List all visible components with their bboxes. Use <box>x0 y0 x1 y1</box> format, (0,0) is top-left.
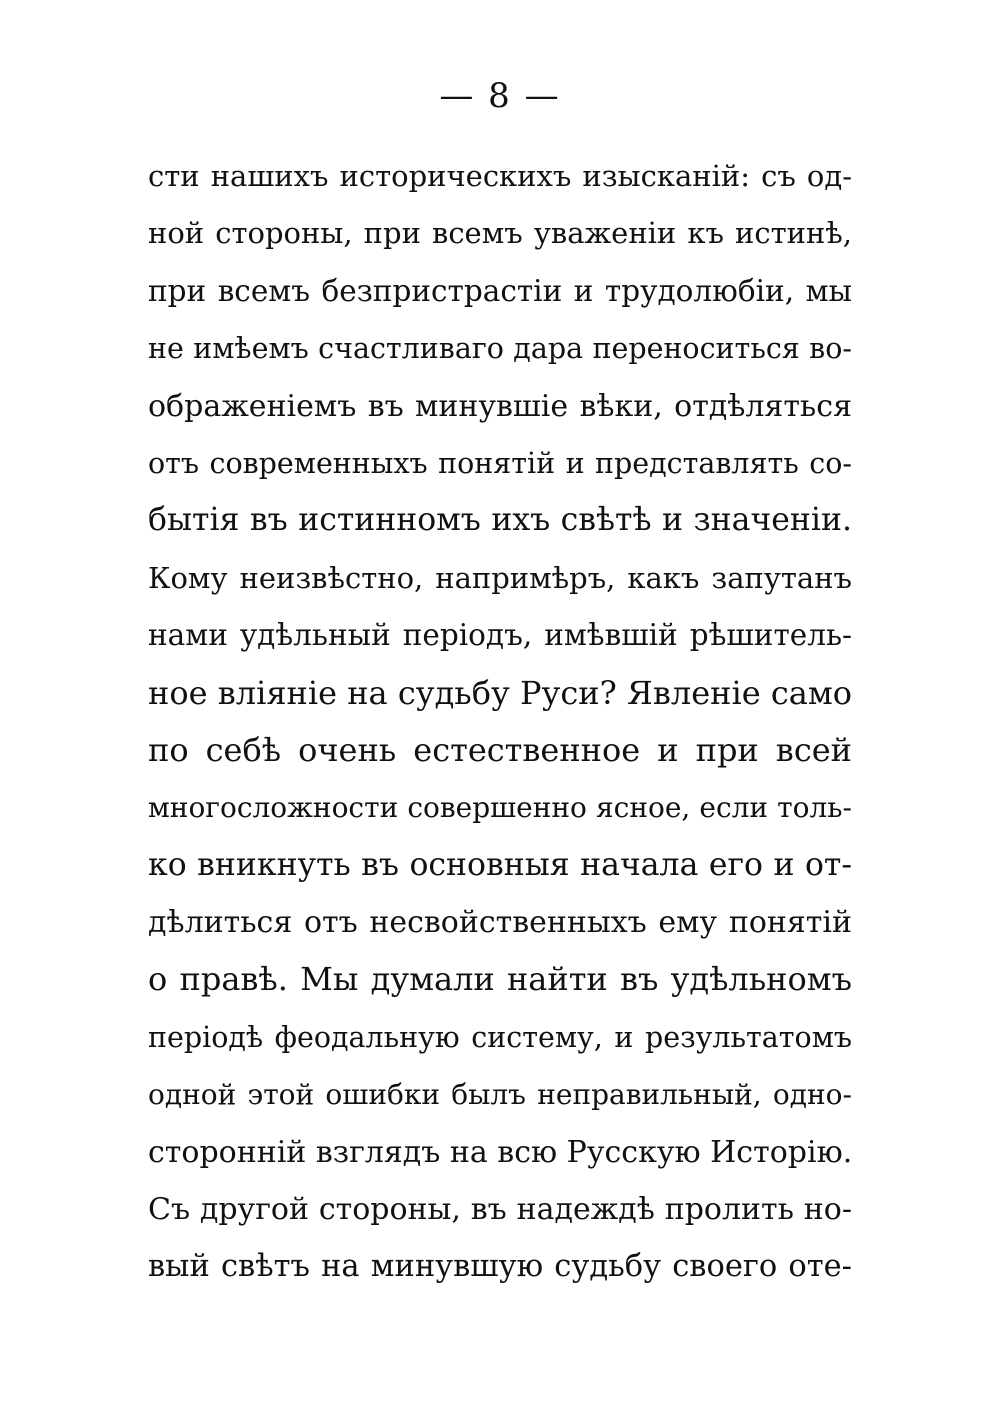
text-line: не имѣемъ счастливаго дара переноситься во- <box>148 332 852 366</box>
text-line: ной стороны, при всемъ уваженіи къ истинѣ, <box>148 216 852 251</box>
text-line: періодѣ феодальную систему, и результатомъ <box>148 1020 852 1054</box>
text-line: вый свѣтъ на минувшую судьбу своего оте- <box>148 1249 852 1285</box>
text-line: Кому неизвѣстно, напримѣръ, какъ запутанъ <box>148 560 852 595</box>
text-line: по себѣ очень естественное и при всей <box>148 730 852 769</box>
text-line: при всемъ безпристрастіи и трудолюбіи, мы <box>148 273 852 308</box>
text-line: сти нашихъ историческихъ изысканій: съ од- <box>148 159 852 193</box>
text-line: сторонній взглядъ на всю Русскую Исторію. <box>148 1134 852 1170</box>
page-number: — 8 — <box>439 76 561 116</box>
text-line: ображеніемъ въ минувшіе вѣки, отдѣляться <box>148 388 852 424</box>
text-line: Съ другой стороны, въ надеждѣ пролить но- <box>148 1192 852 1228</box>
text-line: многосложности совершенно ясное, если толь- <box>148 791 852 825</box>
text-line: бытія въ истинномъ ихъ свѣтѣ и значеніи. <box>148 502 852 539</box>
text-line: отъ современныхъ понятій и представлять со- <box>148 446 852 480</box>
text-line: одной этой ошибки былъ неправильный, одно- <box>148 1078 852 1112</box>
text-line: ко вникнуть въ основныя начала его и от- <box>148 846 852 883</box>
text-line: ное вліяніе на судьбу Руси? Явленіе само <box>148 673 852 712</box>
text-line: дѣлиться отъ несвойственныхъ ему понятій <box>148 905 852 941</box>
text-line: о правѣ. Мы думали найти въ удѣльномъ <box>148 960 852 999</box>
text-line: нами удѣльный періодъ, имѣвшій рѣшитель- <box>148 618 852 653</box>
body-text <box>148 148 852 1296</box>
